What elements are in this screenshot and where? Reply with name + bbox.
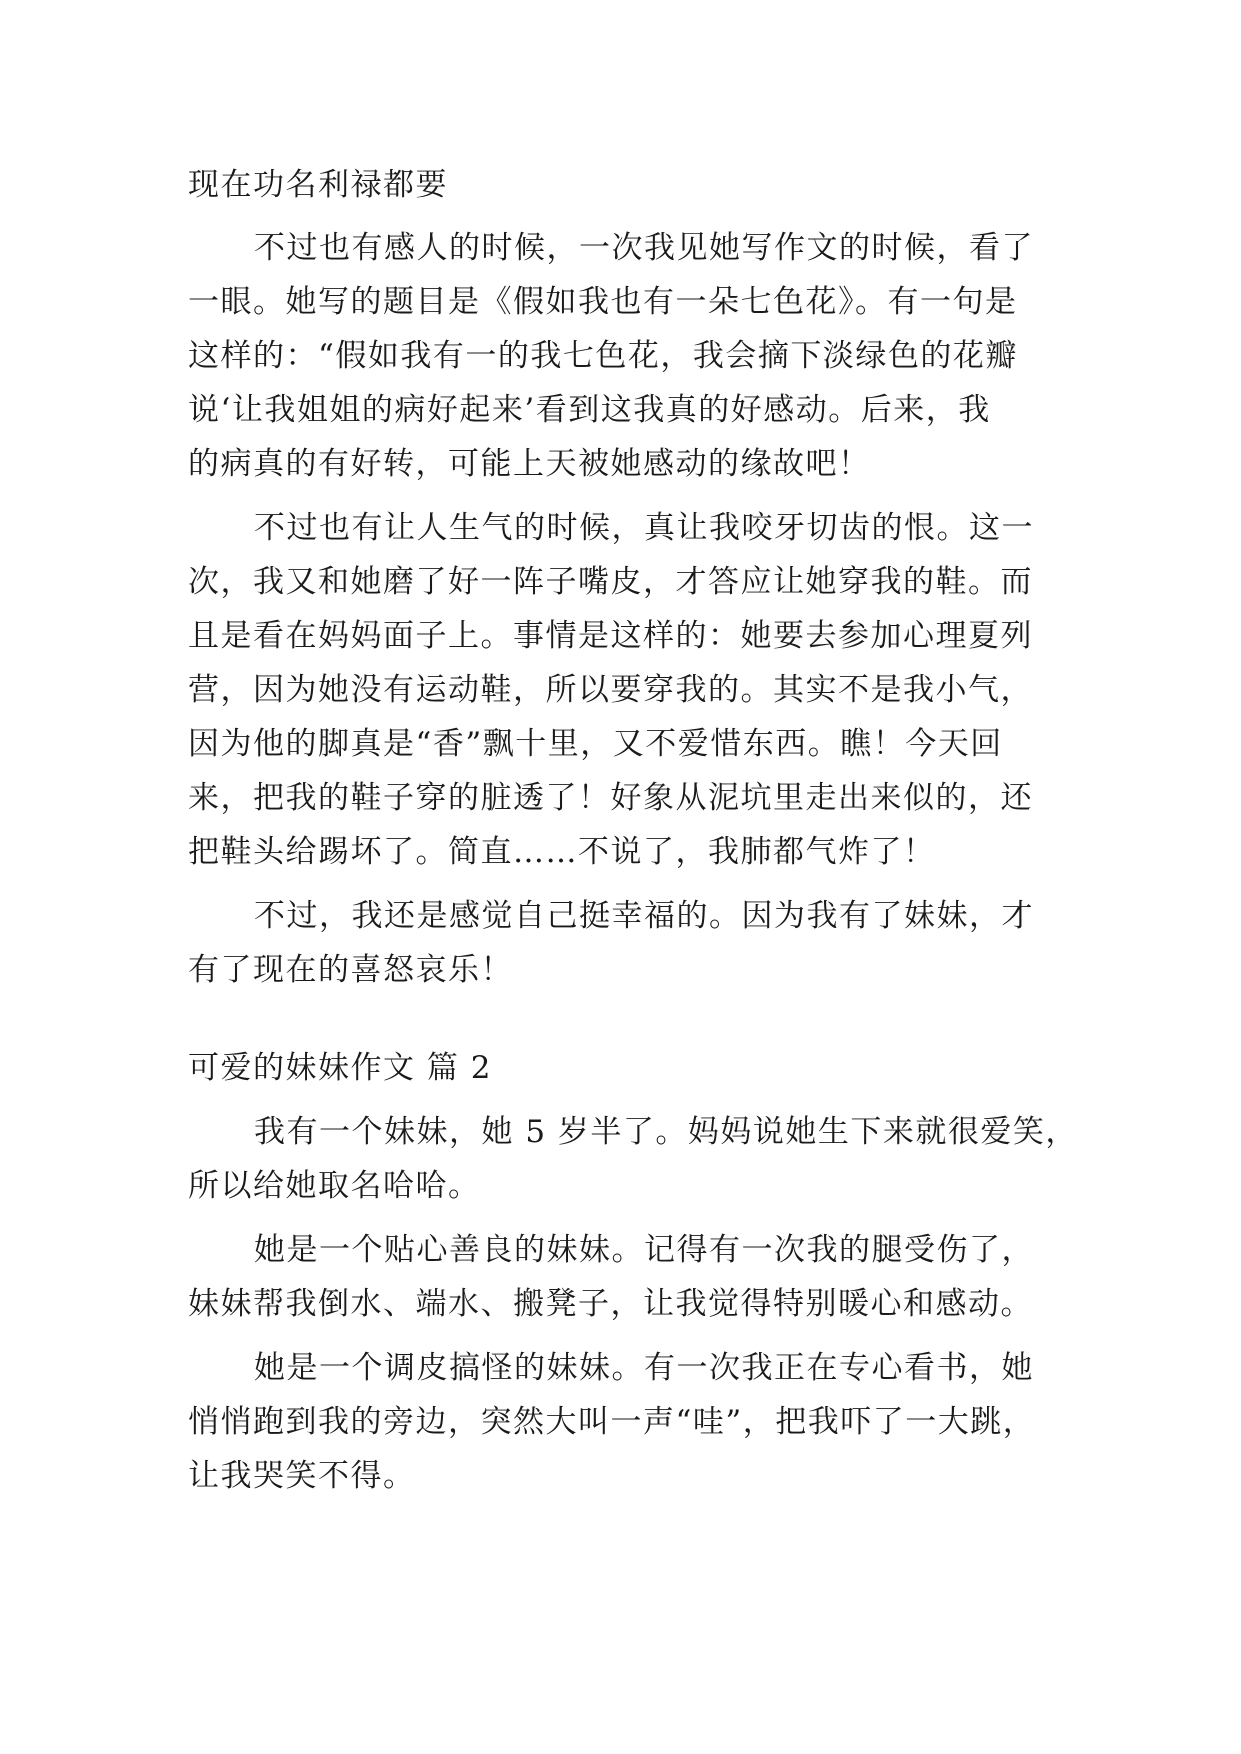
paragraph-line: 我有一个妹妹，她 5 岁半了。妈妈说她生下来就很爱笑， bbox=[254, 1114, 1078, 1150]
paragraph-line: 不过也有感人的时候，一次我见她写作文的时候，看了 bbox=[254, 230, 1034, 266]
paragraph-line: 把鞋头给踢坏了。简直……不说了，我肺都气炸了！ bbox=[188, 834, 936, 870]
paragraph-line: 这样的：“假如我有一的我七色花，我会摘下淡绿色的花瓣 bbox=[188, 338, 1018, 374]
paragraph-line: 她是一个调皮搞怪的妹妹。有一次我正在专心看书，她 bbox=[254, 1350, 1034, 1386]
paragraph-line: 让我哭笑不得。 bbox=[188, 1458, 416, 1494]
paragraph-line: 且是看在妈妈面子上。事情是这样的：她要去参加心理夏列 bbox=[188, 618, 1033, 654]
paragraph-line: 一眼。她写的题目是《假如我也有一朵七色花》。有一句是 bbox=[188, 284, 1018, 320]
paragraph-line: 来，把我的鞋子穿的脏透了！好象从泥坑里走出来似的，还 bbox=[188, 780, 1033, 816]
paragraph-line: 所以给她取名哈哈。 bbox=[188, 1168, 481, 1204]
paragraph-line: 她是一个贴心善良的妹妹。记得有一次我的腿受伤了， bbox=[254, 1232, 1034, 1268]
paragraph-line: 营，因为她没有运动鞋，所以要穿我的。其实不是我小气， bbox=[188, 672, 1033, 708]
paragraph-line: 的病真的有好转，可能上天被她感动的缘故吧！ bbox=[188, 446, 871, 482]
paragraph-line: 悄悄跑到我的旁边，突然大叫一声“哇”，把我吓了一大跳， bbox=[188, 1404, 1036, 1440]
paragraph-line: 不过也有让人生气的时候，真让我咬牙切齿的恨。这一 bbox=[254, 510, 1034, 546]
paragraph-line: 次，我又和她磨了好一阵子嘴皮，才答应让她穿我的鞋。而 bbox=[188, 564, 1033, 600]
intro-line: 现在功名利禄都要 bbox=[188, 167, 448, 203]
paragraph-line: 不过，我还是感觉自己挺幸福的。因为我有了妹妹，才 bbox=[254, 898, 1034, 934]
paragraph-line: 有了现在的喜怒哀乐！ bbox=[188, 952, 513, 988]
paragraph-line: 因为他的脚真是“香”飘十里，又不爱惜东西。瞧！今天回 bbox=[188, 726, 1003, 762]
section-title: 可爱的妹妹作文 篇 2 bbox=[188, 1050, 492, 1086]
paragraph-line: 妹妹帮我倒水、端水、搬凳子，让我觉得特别暖心和感动。 bbox=[188, 1286, 1033, 1322]
paragraph-line: 说‘让我姐姐的病好起来’看到这我真的好感动。后来，我 bbox=[188, 392, 991, 428]
